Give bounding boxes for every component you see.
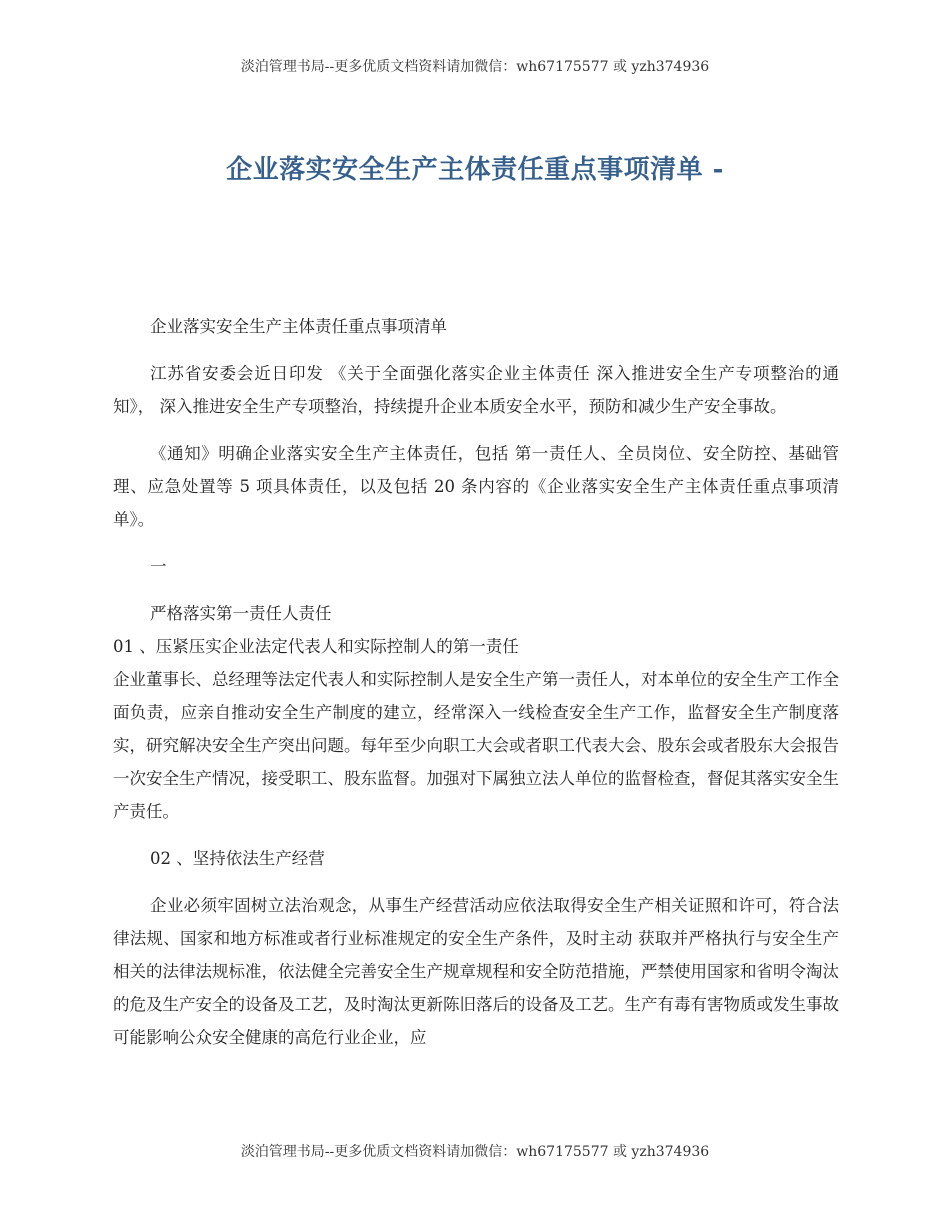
page-header: 淡泊管理书局--更多优质文档资料请加微信：wh67175577 或 yzh374936	[240, 59, 710, 75]
paragraph-intro: 江苏省安委会近日印发 《关于全面强化落实企业主体责任 深入推进安全生产专项整治的通知》， 深入推进安全生产专项整治，持续提升企业本质安全水平，预防和减少生产安全事故。	[113, 364, 839, 416]
item-heading-01: 01 、压紧压实企业法定代表人和实际控制人的第一责任	[113, 637, 519, 656]
paragraph-notice: 《通知》明确企业落实安全生产主体责任，包括 第一责任人、全员岗位、安全防控、基础管理、应急处置等 5 项具体责任，以及包括 20 条内容的《企业落实安全生产主体责任重点事项清单》。	[113, 444, 839, 529]
item-text-02: 企业必须牢固树立法治观念，从事生产经营活动应依法取得安全生产相关证照和许可，符合法律法规、国家和地方标准或者行业标准规定的安全生产条件，及时主动 获取并严格执行与安全生产相关的法律法规标准，依法健全完善安全生产规章规程和安全防范措施，严禁使用国家和省明令淘汰的危及生产安全的设备及工艺，及时淘汰更新陈旧落后的设备及工艺。生产有毒有害物质或发生事故可能影响公众安全健康的高危行业企业，应	[113, 896, 839, 1047]
item-heading-02: 02 、坚持依法生产经营	[150, 849, 325, 868]
section-title: 严格落实第一责任人责任	[150, 604, 332, 623]
paragraph-heading: 企业落实安全生产主体责任重点事项清单	[150, 317, 447, 336]
page-footer: 淡泊管理书局--更多优质文档资料请加微信：wh67175577 或 yzh374936	[240, 1144, 710, 1160]
item-text-01: 企业董事长、总经理等法定代表人和实际控制人是安全生产第一责任人，对本单位的安全生产工作全面负责，应亲自推动安全生产制度的建立，经常深入一线检查安全生产工作，监督安全生产制度落实，研究解决安全生产突出问题。每年至少向职工大会或者职工代表大会、股东会或者股东大会报告一次安全生产情况，接受职工、股东监督。加强对下属独立法人单位的监督检查，督促其落实安全生产责任。	[113, 670, 839, 821]
document-body	[113, 310, 839, 1054]
section-number: 一	[150, 557, 167, 576]
document-title: 企业落实安全生产主体责任重点事项清单 -	[226, 155, 724, 185]
